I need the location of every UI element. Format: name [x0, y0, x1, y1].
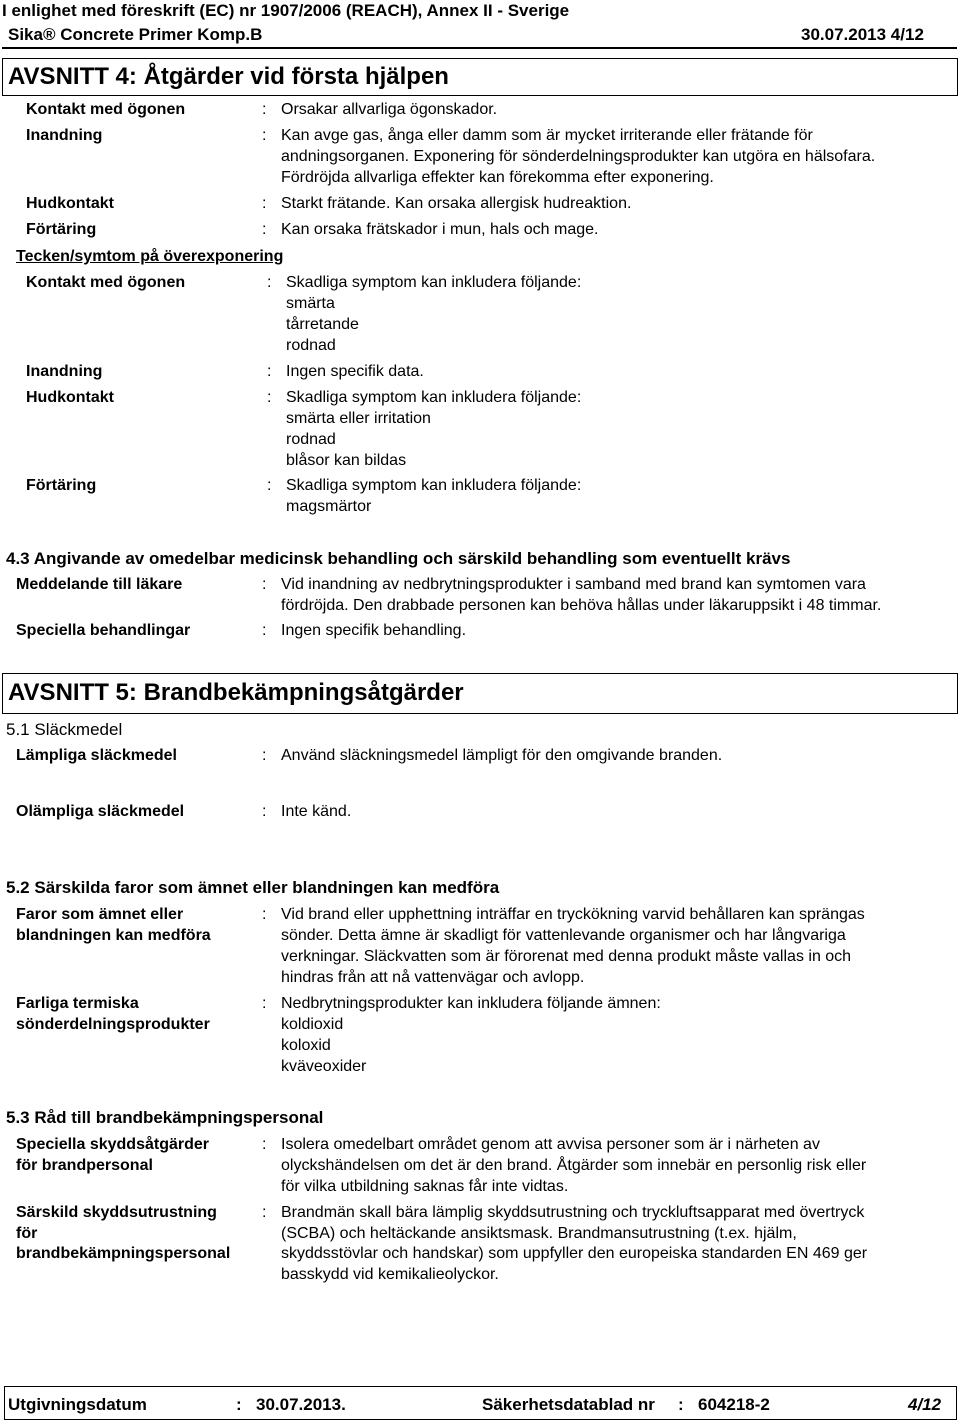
issue-date-value: 30.07.2013. — [256, 1395, 346, 1414]
colon: : — [262, 195, 267, 212]
symptom-value: rodnad — [286, 337, 336, 354]
colon: : — [262, 221, 267, 238]
symptom-value: magsmärtor — [286, 498, 372, 515]
section-4-title: AVSNITT 4: Åtgärder vid första hjälpen — [8, 63, 449, 90]
symptoms-heading: Tecken/symtom på överexponering — [16, 248, 284, 265]
colon: : — [236, 1395, 242, 1414]
row-label: Speciella skyddsåtgärder — [16, 1136, 209, 1153]
symptom-label: Inandning — [26, 363, 103, 380]
symptom-value: rodnad — [286, 431, 336, 448]
subsection-5-1-heading: 5.1 Släckmedel — [6, 720, 123, 739]
colon: : — [262, 576, 267, 593]
symptom-value: tårretande — [286, 316, 359, 333]
colon: : — [262, 101, 267, 118]
row-value: fördröjda. Den drabbade personen kan behöva hållas under läkaruppsikt i 48 timmar. — [281, 597, 882, 614]
symptom-label: Kontakt med ögonen — [26, 274, 186, 291]
symptom-value: Skadliga symptom kan inkludera följande: — [286, 477, 582, 494]
row-value: koldioxid — [281, 1016, 344, 1033]
row-label: för brandpersonal — [16, 1157, 153, 1174]
row-value: basskydd vid kemikalieolyckor. — [281, 1266, 499, 1283]
row-label: blandningen kan medföra — [16, 927, 211, 944]
row-value: skyddsstövlar och handskar) som uppfyller den europeiska standarden EN 469 ger — [281, 1245, 868, 1262]
row-label: Inandning — [26, 127, 103, 144]
colon: : — [267, 363, 272, 380]
colon: : — [262, 622, 267, 639]
row-value: för vilka utbildning saknas får inte vidtas. — [281, 1178, 569, 1195]
colon: : — [262, 803, 267, 820]
issue-date-label: Utgivningsdatum — [8, 1395, 147, 1414]
row-label: Lämpliga släckmedel — [16, 747, 177, 764]
colon: : — [262, 747, 267, 764]
colon: : — [267, 477, 272, 494]
symptom-label: Förtäring — [26, 477, 97, 494]
row-value: koloxid — [281, 1037, 331, 1054]
row-label: Hudkontakt — [26, 195, 114, 212]
colon: : — [678, 1395, 684, 1414]
row-label: Meddelande till läkare — [16, 576, 183, 593]
colon: : — [262, 1136, 267, 1153]
date-page: 30.07.2013 4/12 — [801, 25, 924, 44]
row-value: Kan avge gas, ånga eller damm som är mycket irriterande eller frätande för — [281, 127, 813, 144]
row-value: sönder. Detta ämne är skadligt för vattenlevande organismer och har långvariga — [281, 927, 846, 944]
row-value: hindras från att nå vattenvägar och avlopp. — [281, 969, 585, 986]
row-label: brandbekämpningspersonal — [16, 1245, 231, 1262]
symptom-value: smärta eller irritation — [286, 410, 431, 427]
colon: : — [262, 1204, 267, 1221]
row-value: Starkt frätande. Kan orsaka allergisk hudreaktion. — [281, 195, 632, 212]
row-label: Olämpliga släckmedel — [16, 803, 185, 820]
row-value: Isolera omedelbart området genom att avvisa personer som är i närheten av — [281, 1136, 820, 1153]
row-label: för — [16, 1225, 38, 1242]
sds-number-value: 604218-2 — [698, 1395, 770, 1414]
product-name: Sika® Concrete Primer Komp.B — [8, 25, 263, 44]
row-value: (SCBA) och heltäckande ansiktsmask. Brandmansutrustning (t.ex. hjälm, — [281, 1225, 797, 1242]
row-value: Nedbrytningsprodukter kan inkludera följande ämnen: — [281, 995, 661, 1012]
row-value: Vid inandning av nedbrytningsprodukter i samband med brand kan symtomen vara — [281, 576, 866, 593]
symptom-label: Hudkontakt — [26, 389, 114, 406]
footer-box — [4, 1386, 957, 1420]
row-label: Faror som ämnet eller — [16, 906, 184, 923]
row-value: olyckshändelsen om det är den brand. Åtgärder som innebär en personlig risk eller — [281, 1157, 867, 1174]
row-label: Särskild skyddsutrustning — [16, 1204, 217, 1221]
row-value: verkningar. Släckvatten som är förorenat med denna produkt måste vallas in och — [281, 948, 852, 965]
regulation-header: I enlighet med föreskrift (EC) nr 1907/2006 (REACH), Annex II - Sverige — [2, 1, 570, 20]
colon: : — [262, 127, 267, 144]
symptom-value: Ingen specifik data. — [286, 363, 424, 380]
row-label: Farliga termiska — [16, 995, 139, 1012]
sds-number-label: Säkerhetsdatablad nr — [482, 1395, 655, 1414]
subsection-4-3-heading: 4.3 Angivande av omedelbar medicinsk behandling och särskild behandling som eventuellt krävs — [6, 549, 791, 568]
colon: : — [267, 274, 272, 291]
row-label: Kontakt med ögonen — [26, 101, 186, 118]
row-value: Vid brand eller upphettning inträffar en tryckökning varvid behållaren kan sprängas — [281, 906, 865, 923]
symptom-value: blåsor kan bildas — [286, 452, 407, 469]
row-value: Orsakar allvarliga ögonskador. — [281, 101, 498, 118]
row-value: kväveoxider — [281, 1058, 367, 1075]
row-label: Speciella behandlingar — [16, 622, 191, 639]
symptom-value: Skadliga symptom kan inkludera följande: — [286, 274, 582, 291]
row-value: Fördröjda allvarliga effekter kan förekomma efter exponering. — [281, 169, 714, 186]
section-5-title: AVSNITT 5: Brandbekämpningsåtgärder — [8, 679, 464, 706]
page-number: 4/12 — [908, 1395, 942, 1414]
row-label: Förtäring — [26, 221, 97, 238]
subsection-5-3-heading: 5.3 Råd till brandbekämpningspersonal — [6, 1108, 324, 1127]
row-value: Använd släckningsmedel lämpligt för den omgivande branden. — [281, 747, 723, 764]
colon: : — [262, 906, 267, 923]
colon: : — [267, 389, 272, 406]
symptom-value: smärta — [286, 295, 335, 312]
row-value: Kan orsaka frätskador i mun, hals och mage. — [281, 221, 599, 238]
subsection-5-2-heading: 5.2 Särskilda faror som ämnet eller blandningen kan medföra — [6, 878, 500, 897]
row-value: Ingen specifik behandling. — [281, 622, 467, 639]
symptom-value: Skadliga symptom kan inkludera följande: — [286, 389, 582, 406]
row-label: sönderdelningsprodukter — [16, 1016, 210, 1033]
row-value: Inte känd. — [281, 803, 352, 820]
row-value: Brandmän skall bära lämplig skyddsutrustning och tryckluftsapparat med övertryck — [281, 1204, 865, 1221]
row-value: andningsorganen. Exponering för sönderdelningsprodukter kan utgöra en hälsofara. — [281, 148, 876, 165]
header-rule — [2, 47, 957, 49]
colon: : — [262, 995, 267, 1012]
